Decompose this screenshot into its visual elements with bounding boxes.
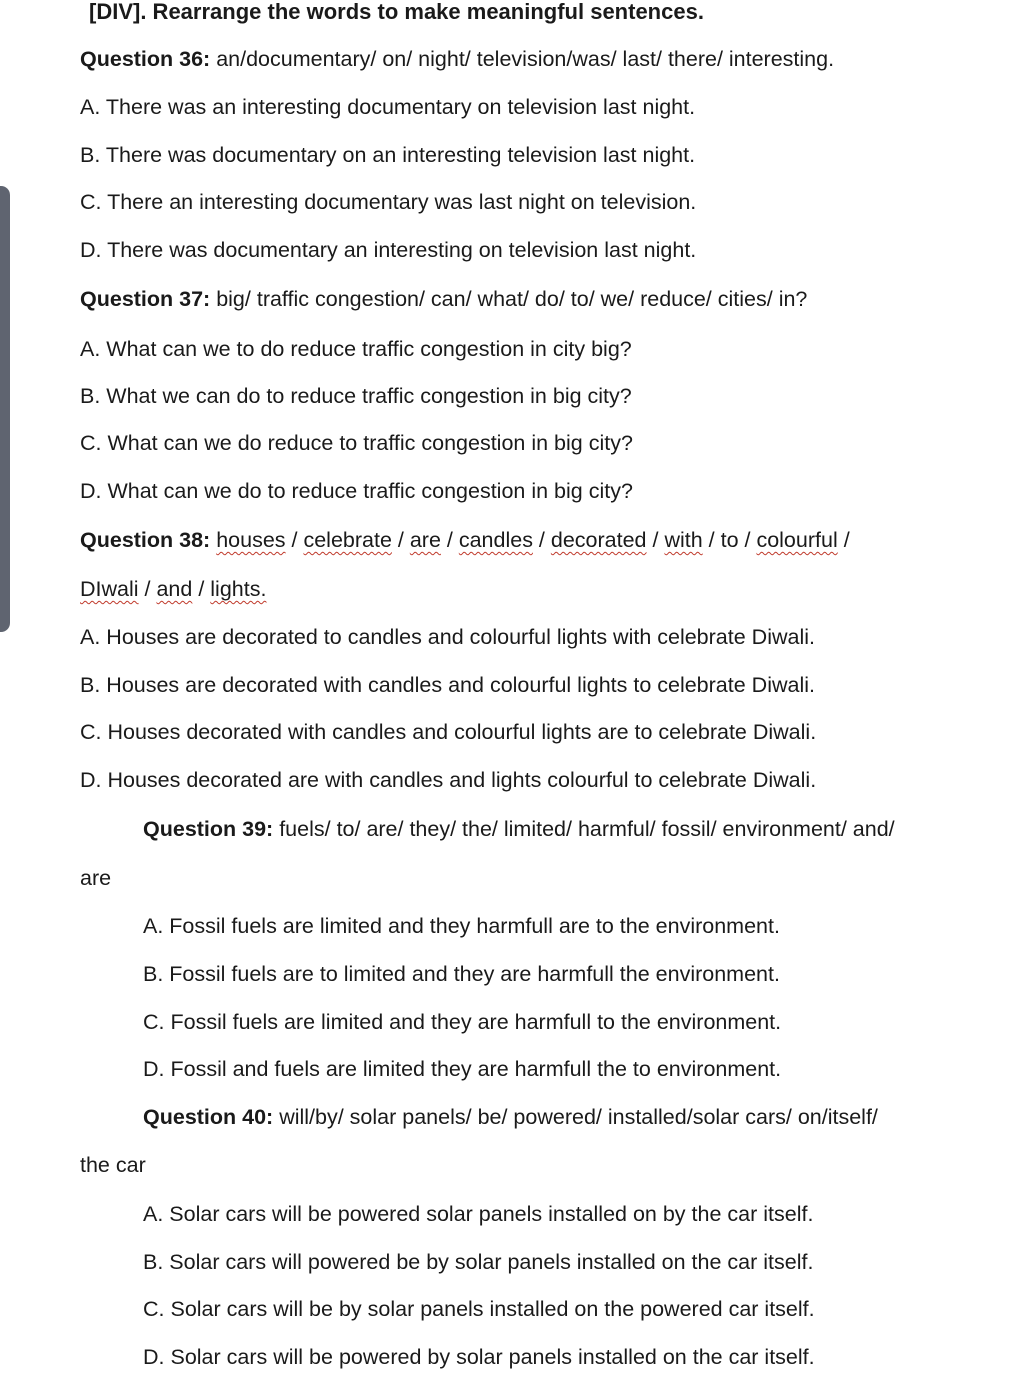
question-37 <box>80 286 807 312</box>
q37-option-d: D. What can we do to reduce traffic congestion in big city? <box>80 479 633 503</box>
q37-option-a: A. What can we to do reduce traffic congestion in city big? <box>80 337 632 361</box>
q37-option-c: C. What can we do reduce to traffic congestion in big city? <box>80 431 633 455</box>
question-39-label: Question 39: <box>143 817 274 841</box>
q38-separator: / <box>285 528 304 552</box>
q38-option-a: A. Houses are decorated to candles and colourful lights with celebrate Diwali. <box>80 625 815 649</box>
question-40 <box>143 1104 878 1130</box>
q39-option-d: D. Fossil and fuels are limited they are harmfull the to environment. <box>143 1057 782 1081</box>
q38-word: and <box>156 577 193 601</box>
q38-option-c: C. Houses decorated with candles and colourful lights are to celebrate Diwali. <box>80 720 817 744</box>
q36-option-c: C. There an interesting documentary was last night on television. <box>80 190 697 214</box>
question-37-prompt: big/ traffic congestion/ can/ what/ do/ to/ we/ reduce/ cities/ in? <box>216 287 808 311</box>
question-36-label: Question 36: <box>80 47 211 71</box>
q37-option-b: B. What we can do to reduce traffic congestion in big city? <box>80 384 632 408</box>
question-36-prompt: an/documentary/ on/ night/ television/was/ last/ there/ interesting. <box>216 47 835 71</box>
question-38 <box>80 527 850 553</box>
q40-option-c: C. Solar cars will be by solar panels installed on the powered car itself. <box>143 1297 815 1321</box>
q38-separator: / <box>391 528 410 552</box>
question-40-label: Question 40: <box>143 1105 274 1129</box>
q38-separator: / <box>646 528 665 552</box>
q38-separator: / <box>738 528 757 552</box>
q38-separator: / <box>837 528 850 552</box>
q38-word: to <box>720 528 739 552</box>
q38-word: colourful <box>756 528 838 552</box>
q39-option-c: C. Fossil fuels are limited and they are harmfull to the environment. <box>143 1010 782 1034</box>
q40-option-d: D. Solar cars will be powered by solar panels installed on the car itself. <box>143 1345 815 1369</box>
q38-separator: / <box>192 577 211 601</box>
q38-word: celebrate <box>303 528 392 552</box>
q38-word: decorated <box>550 528 647 552</box>
q38-word: houses <box>216 528 286 552</box>
q38-word: with <box>664 528 703 552</box>
q38-option-b: B. Houses are decorated with candles and colourful lights to celebrate Diwali. <box>80 673 815 697</box>
side-scroll-tab[interactable] <box>0 186 10 632</box>
question-38-cont <box>80 576 266 602</box>
q36-option-b: B. There was documentary on an interesting television last night. <box>80 143 696 167</box>
question-36 <box>80 46 834 72</box>
q38-separator: / <box>532 528 551 552</box>
q38-separator: / <box>702 528 721 552</box>
q39-option-a: A. Fossil fuels are limited and they harmfull are to the environment. <box>143 914 780 938</box>
q39-option-b: B. Fossil fuels are to limited and they are harmfull the environment. <box>143 962 780 986</box>
question-40-prompt: will/by/ solar panels/ be/ powered/ installed/solar cars/ on/itself/ <box>279 1105 878 1129</box>
question-39-cont: are <box>80 866 112 890</box>
q38-separator: / <box>440 528 459 552</box>
section-heading: [DIV]. Rearrange the words to make meaningful sentences. <box>89 0 704 24</box>
q38-word: candles <box>458 528 533 552</box>
q38-word: lights. <box>210 577 267 601</box>
q38-separator: / <box>138 577 157 601</box>
q38-word: DIwali <box>80 577 139 601</box>
question-39 <box>143 816 895 842</box>
question-37-label: Question 37: <box>80 287 211 311</box>
q40-option-b: B. Solar cars will powered be by solar panels installed on the car itself. <box>143 1250 814 1274</box>
q38-word: are <box>409 528 441 552</box>
q40-option-a: A. Solar cars will be powered solar panels installed on by the car itself. <box>143 1202 814 1226</box>
question-40-cont: the car <box>80 1153 146 1177</box>
q36-option-d: D. There was documentary an interesting on television last night. <box>80 238 697 262</box>
question-39-prompt: fuels/ to/ are/ they/ the/ limited/ harmful/ fossil/ environment/ and/ <box>279 817 895 841</box>
q36-option-a: A. There was an interesting documentary on television last night. <box>80 95 696 119</box>
q38-option-d: D. Houses decorated are with candles and lights colourful to celebrate Diwali. <box>80 768 817 792</box>
question-38-label: Question 38: <box>80 528 211 552</box>
